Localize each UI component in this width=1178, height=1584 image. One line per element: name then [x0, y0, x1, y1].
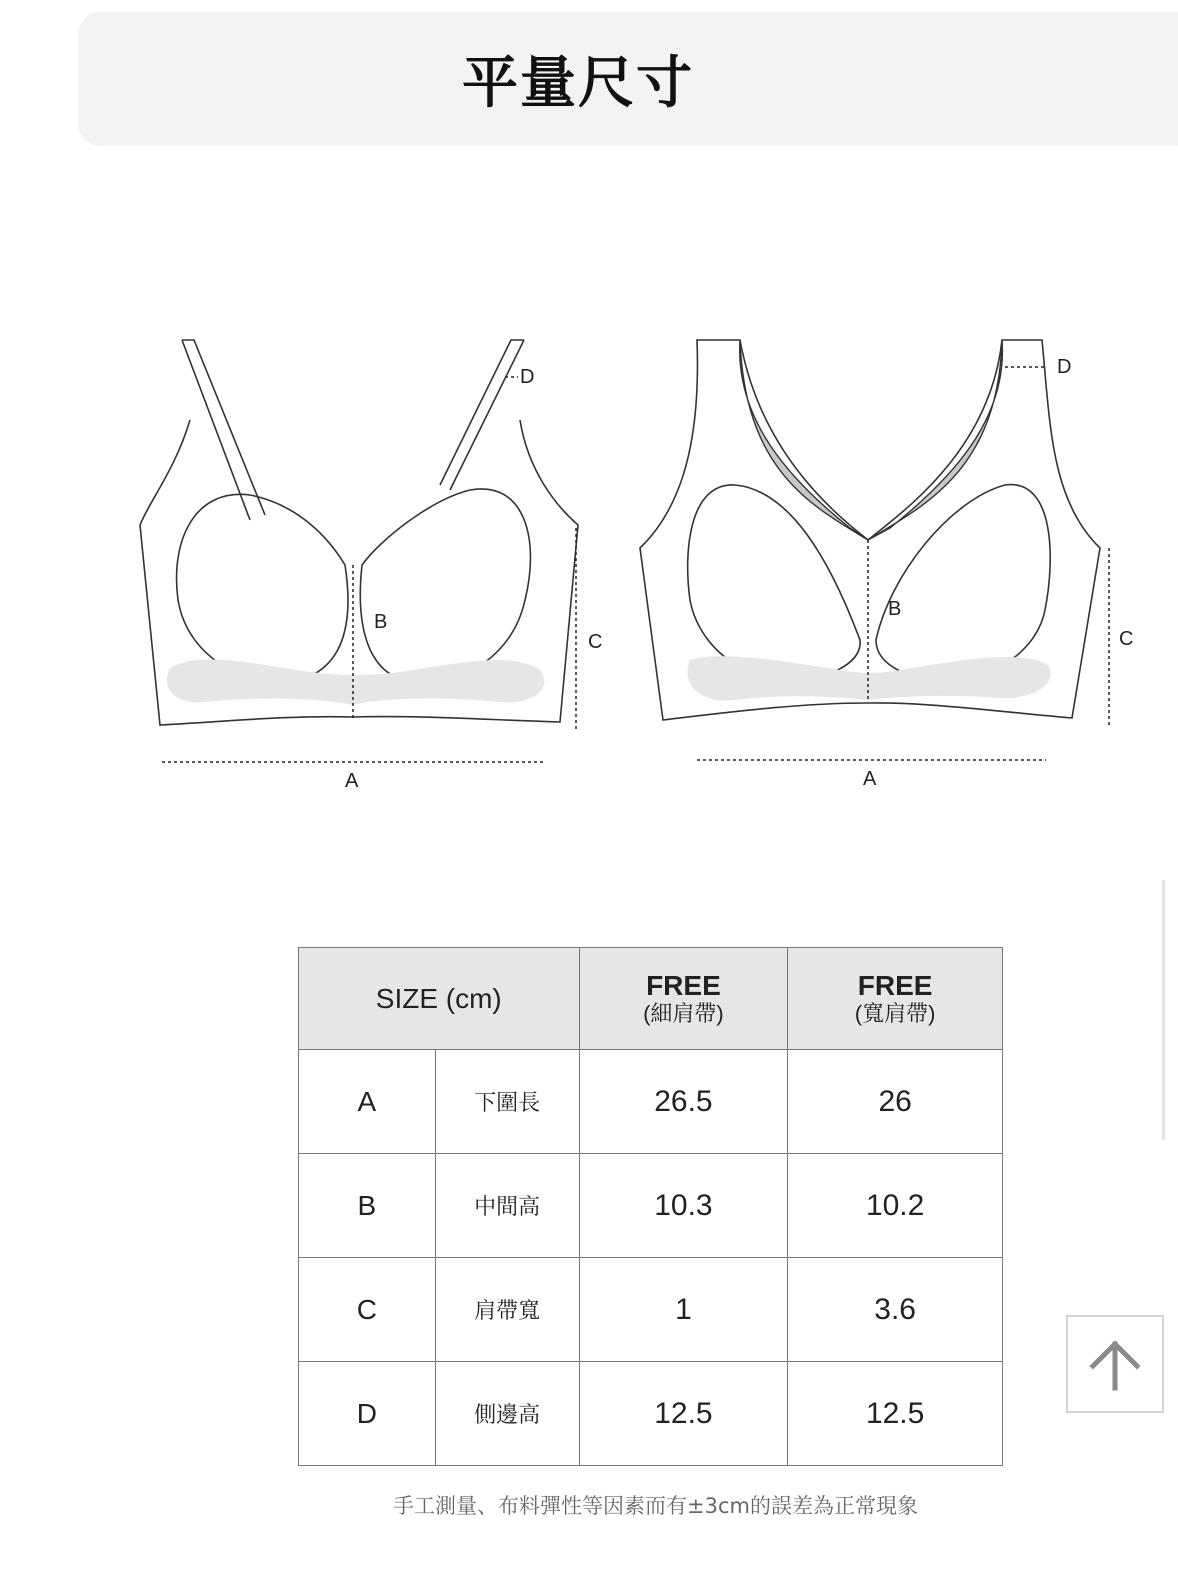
bra-diagram-thin-strap — [120, 320, 620, 800]
row-value-thin: 10.3 — [579, 1154, 788, 1258]
label-b-left: B — [374, 611, 388, 633]
label-c-right: C — [1119, 628, 1134, 650]
header-free-thin-title: FREE — [646, 969, 721, 1001]
row-value-wide: 12.5 — [788, 1362, 1003, 1466]
measurement-note: 手工測量、布料彈性等因素而有±3cm的誤差為正常現象 — [393, 1494, 918, 1518]
scroll-edge — [1162, 880, 1165, 1140]
header-free-wide-title: FREE — [857, 969, 933, 1001]
label-d-left: D — [520, 366, 535, 388]
row-letter: A — [299, 1050, 436, 1154]
row-value-thin: 1 — [579, 1258, 788, 1362]
label-c-left: C — [588, 631, 603, 653]
table-row — [299, 1050, 1003, 1154]
row-value-wide: 26 — [788, 1050, 1003, 1154]
row-value-wide: 3.6 — [788, 1258, 1003, 1362]
label-d-right: D — [1057, 356, 1072, 378]
row-name: 下圍長 — [435, 1050, 579, 1154]
table-row — [299, 1362, 1003, 1466]
header-free-wide-sub: (寬肩帶) — [854, 1000, 936, 1026]
arrow-up-icon — [1087, 1336, 1143, 1392]
back-to-top-button[interactable] — [1066, 1315, 1164, 1413]
row-name: 側邊高 — [435, 1362, 579, 1466]
header-free-thin — [579, 948, 788, 1050]
label-a-right: A — [863, 768, 877, 790]
row-name: 中間高 — [435, 1154, 579, 1258]
row-letter: B — [299, 1154, 436, 1258]
header-size: SIZE (cm) — [299, 948, 580, 1050]
row-value-thin: 12.5 — [579, 1362, 788, 1466]
row-letter: D — [299, 1362, 436, 1466]
row-value-wide: 10.2 — [788, 1154, 1003, 1258]
label-a-left: A — [345, 770, 359, 792]
size-table — [298, 947, 1003, 1466]
bra-diagram-wide-strap — [620, 320, 1120, 800]
row-letter: C — [299, 1258, 436, 1362]
row-name: 肩帶寬 — [435, 1258, 579, 1362]
header-free-wide — [788, 948, 1003, 1050]
header-free-thin-sub: (細肩帶) — [643, 1000, 724, 1026]
table-header-row — [299, 948, 1003, 1050]
row-value-thin: 26.5 — [579, 1050, 788, 1154]
table-row — [299, 1154, 1003, 1258]
table-row — [299, 1258, 1003, 1362]
label-b-right: B — [888, 598, 902, 620]
page-title: 平量尺寸 — [462, 51, 694, 116]
